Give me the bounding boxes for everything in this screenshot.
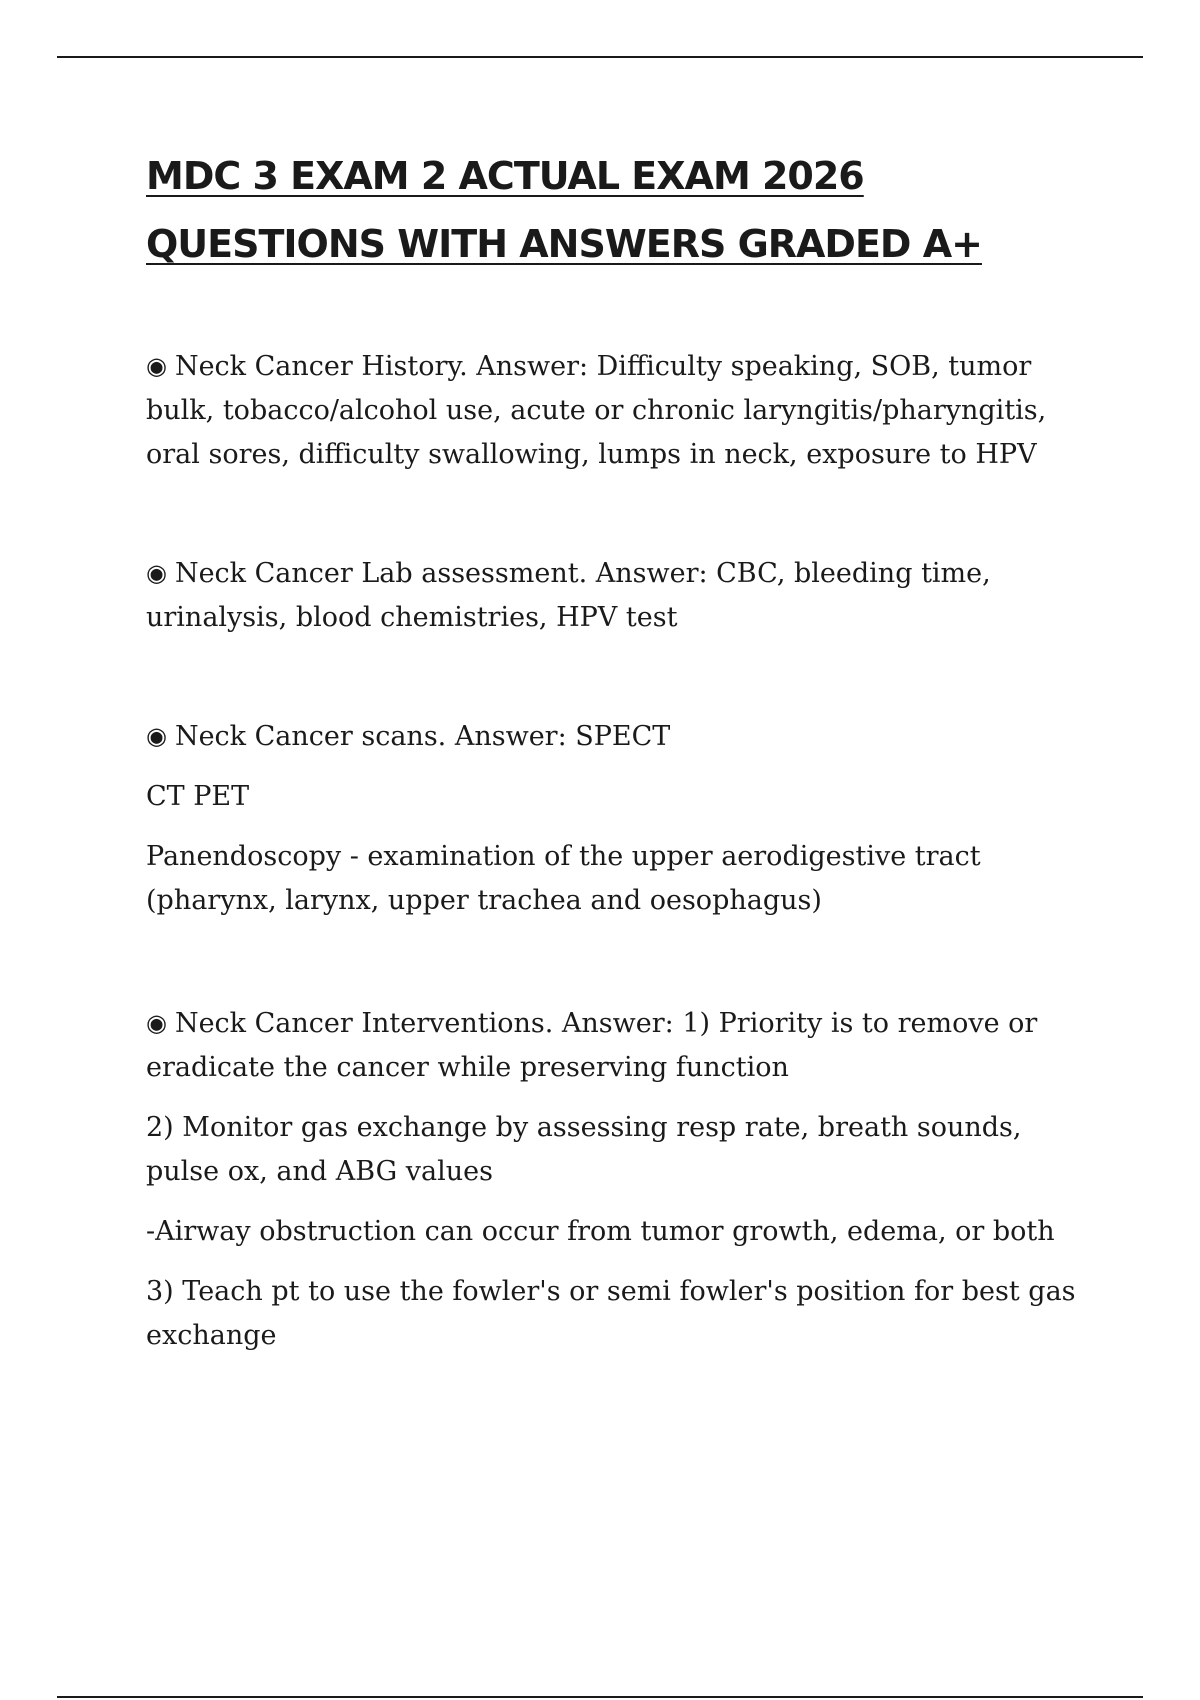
radio-bullet-icon: ◉ [146,722,167,750]
top-divider [57,56,1143,58]
question-text: ◉ Neck Cancer Lab assessment. Answer: CBC, bleeding time, urinalysis, blood chemistries, HPV test [146,551,1096,640]
answer-continuation: Panendoscopy - examination of the upper aerodigestive tract (pharynx, larynx, upper trachea and oesophagus) [146,841,981,916]
radio-bullet-icon: ◉ [146,559,167,587]
question-item [146,1001,1096,1358]
answer-continuation: -Airway obstruction can occur from tumor growth, edema, or both [146,1216,1055,1247]
document-page [146,142,1096,1358]
question-text: ◉ Neck Cancer Interventions. Answer: 1) Priority is to remove or eradicate the cancer while preserving function [146,1001,1096,1090]
bottom-divider [57,1696,1143,1698]
answer-continuation: CT PET [146,781,250,812]
answer-continuation: 3) Teach pt to use the fowler's or semi fowler's position for best gas exchange [146,1276,1076,1351]
question-text: ◉ Neck Cancer History. Answer: Difficulty speaking, SOB, tumor bulk, tobacco/alcohol use, acute or chronic laryngitis/pharyngitis, oral sores, difficulty swallowing, lumps in neck, exposure to HPV [146,344,1096,477]
question-text: ◉ Neck Cancer scans. Answer: SPECT [146,714,1096,759]
question-list [146,344,1096,1358]
question-item [146,551,1096,640]
document-title [146,142,1096,278]
question-item [146,344,1096,477]
question-item [146,714,1096,923]
title-line-1: MDC 3 EXAM 2 ACTUAL EXAM 2026 [146,154,864,198]
radio-bullet-icon: ◉ [146,352,167,380]
title-line-2: QUESTIONS WITH ANSWERS GRADED A+ [146,222,982,266]
answer-continuation: 2) Monitor gas exchange by assessing resp rate, breath sounds, pulse ox, and ABG values [146,1112,1022,1187]
radio-bullet-icon: ◉ [146,1009,167,1037]
